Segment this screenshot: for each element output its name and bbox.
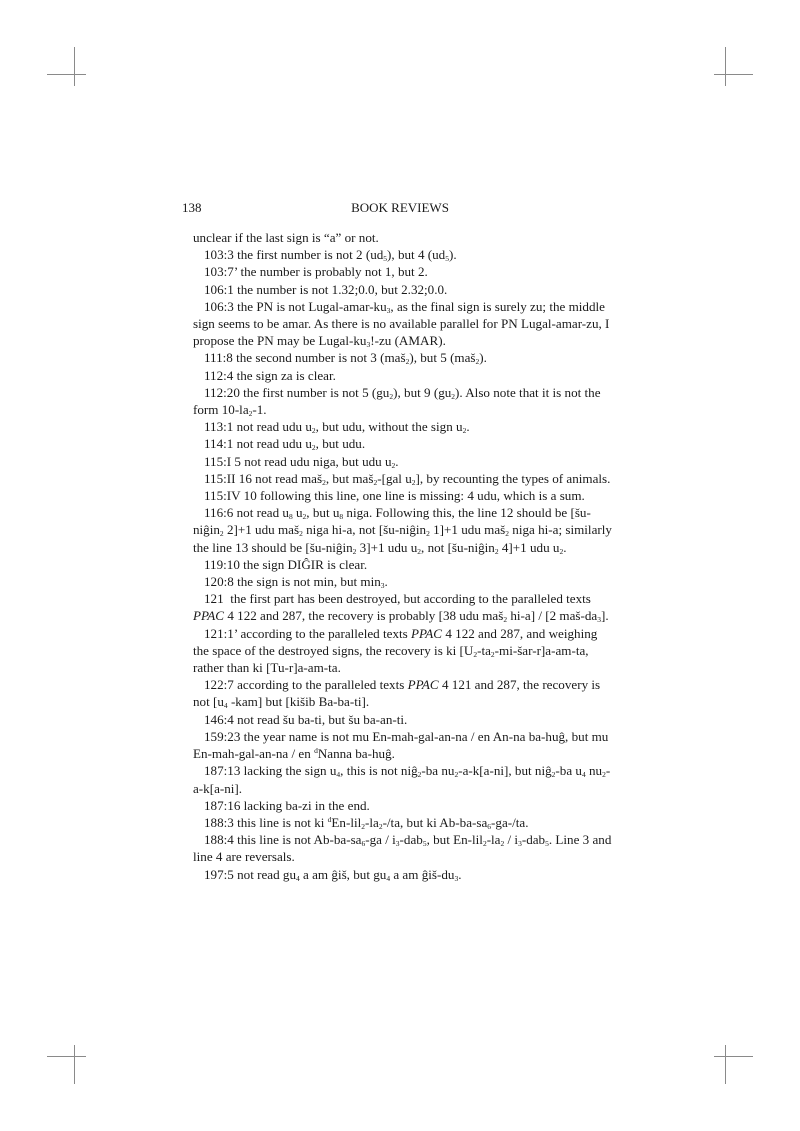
crop-mark-top-left-horizontal: [47, 74, 86, 75]
correction-entry: 120:8 the sign is not min, but $\min_3$.: [204, 574, 388, 591]
running-head: [182, 200, 616, 218]
crop-mark-top-right-horizontal: [714, 74, 753, 75]
review-body: [193, 229, 616, 883]
crop-mark-bottom-right-vertical: [725, 1045, 726, 1084]
correction-entry: 106:1 the number is not 1.32;0.0, but 2.32;0.0.: [204, 281, 448, 297]
correction-entry: 122:7 according to the paralleled texts PPAC 4 121 and 287, the recovery is not [$u_4$ -kam] but [kišib Ba-ba-ti].: [193, 677, 601, 711]
crop-mark-bottom-left-horizontal: [47, 1056, 86, 1057]
paragraph-continuation: unclear if the last sign is “a” or not.: [193, 230, 379, 245]
correction-entry: 103:3 the first number is not 2 $(ud_5)$, but 4 $(ud_5)$.: [204, 247, 457, 264]
running-title: BOOK REVIEWS: [351, 200, 449, 215]
correction-entry: 113:1 not read udu $u_2$, but udu, without the sign $u_2$.: [204, 419, 470, 436]
correction-entry: 115:I 5 not read udu niga, but udu $u_2$.: [204, 453, 399, 470]
correction-entry: 114:1 not read udu $u_2$, but udu.: [204, 436, 366, 453]
correction-entry: 187:16 lacking ba-zi in the end.: [204, 797, 370, 813]
page-number: 138: [182, 200, 202, 215]
crop-mark-bottom-right-horizontal: [714, 1056, 753, 1057]
correction-entry: 146:4 not read šu ba-ti, but šu ba-an-ti.: [204, 711, 408, 727]
correction-entry: 188:3 this line is not ki $^dEn-lil_2-la_2-/ta$, but ki $Ab-ba-sa_6-ga-/ta$.: [204, 814, 529, 831]
correction-entry: 188:4 this line is not $Ab-ba-sa_6-ga / i_3-dab_5$, but $En-lil_2-la_2 / i_3-dab_5$. Line 3 and line 4 are reversals.: [193, 832, 612, 865]
page: [182, 200, 616, 883]
crop-mark-bottom-left-vertical: [74, 1045, 75, 1084]
correction-entry: 111:8 the second number is not 3 (maš$_2$), but 5 (maš$_2$).: [204, 350, 487, 367]
correction-entry: 116:6 not read $u_8$ $u_2$, but $u_8$ niga. Following this, the line 12 should be [šu-niĝin$_2$ 2]+1 udu maš$_2$ niga hi-a, not [šu-niĝin$_2$ 1]+1 udu maš$_2$ niga hi-a; similarly the line 13 should be [šu-niĝin$_2$ 3]+1 udu $u_2$, not [šu-niĝin$_2$ 4]+1 udu $u_2$.: [193, 505, 612, 556]
correction-entry: 119:10 the sign DIĜIR is clear.: [204, 556, 368, 572]
correction-entry: 112:4 the sign za is clear.: [204, 367, 336, 383]
correction-entry: 121 the first part has been destroyed, but according to the paralleled texts PPAC 4 122 and 287, the recovery is probably [38 udu maš$_2$ hi-a] / [2 maš-$da_3$].: [193, 591, 609, 625]
crop-mark-top-right-vertical: [725, 47, 726, 86]
correction-entry: 187:13 lacking the sign $u_4$, this is not niĝ$_2$-ba $nu_2-a-k[a-ni]$, but niĝ$_2$-ba $u_4$ $nu_2-a-k[a-ni]$.: [193, 763, 611, 796]
correction-entry: 159:23 the year name is not mu En-mah-gal-an-na / en An-na ba-huĝ, but mu En-mah-gal-an-na / en $^d$Nanna ba-huĝ.: [193, 728, 609, 762]
correction-entry: 115:II 16 not read maš$_2$, but maš$_2$-[gal $u_2$], by recounting the types of animals.: [204, 470, 611, 487]
correction-entry: 112:20 the first number is not 5 $(gu_2)$, but 9 $(gu_2)$. Also note that it is not the form $10-la_2-1$.: [193, 384, 601, 419]
correction-entry: 197:5 not read $gu_4$ a am ĝiš, but $gu_4$ a am ĝiš-$du_3$.: [204, 866, 462, 883]
correction-entry: 103:7’ the number is probably not 1, but 2.: [204, 264, 428, 280]
correction-entry: 121:1’ according to the paralleled texts PPAC 4 122 and 287, and weighing the space of the destroyed signs, the recovery is ki $[U_2-ta_2-mi-šar-r]a-am-ta$, rather than ki [Tu-r]a-am-ta.: [193, 625, 598, 676]
correction-entry: 115:IV 10 following this line, one line is missing: 4 udu, which is a sum.: [204, 488, 585, 504]
crop-mark-top-left-vertical: [74, 47, 75, 86]
correction-entry: 106:3 the PN is not Lugal-$amar-ku_3$, as the final sign is surely zu; the middle sign seems to be amar. As there is no available parallel for PN Lugal-amar-zu, I propose the PN may be Lugal-$ku_3!-zu$ (AMAR).: [193, 298, 610, 350]
